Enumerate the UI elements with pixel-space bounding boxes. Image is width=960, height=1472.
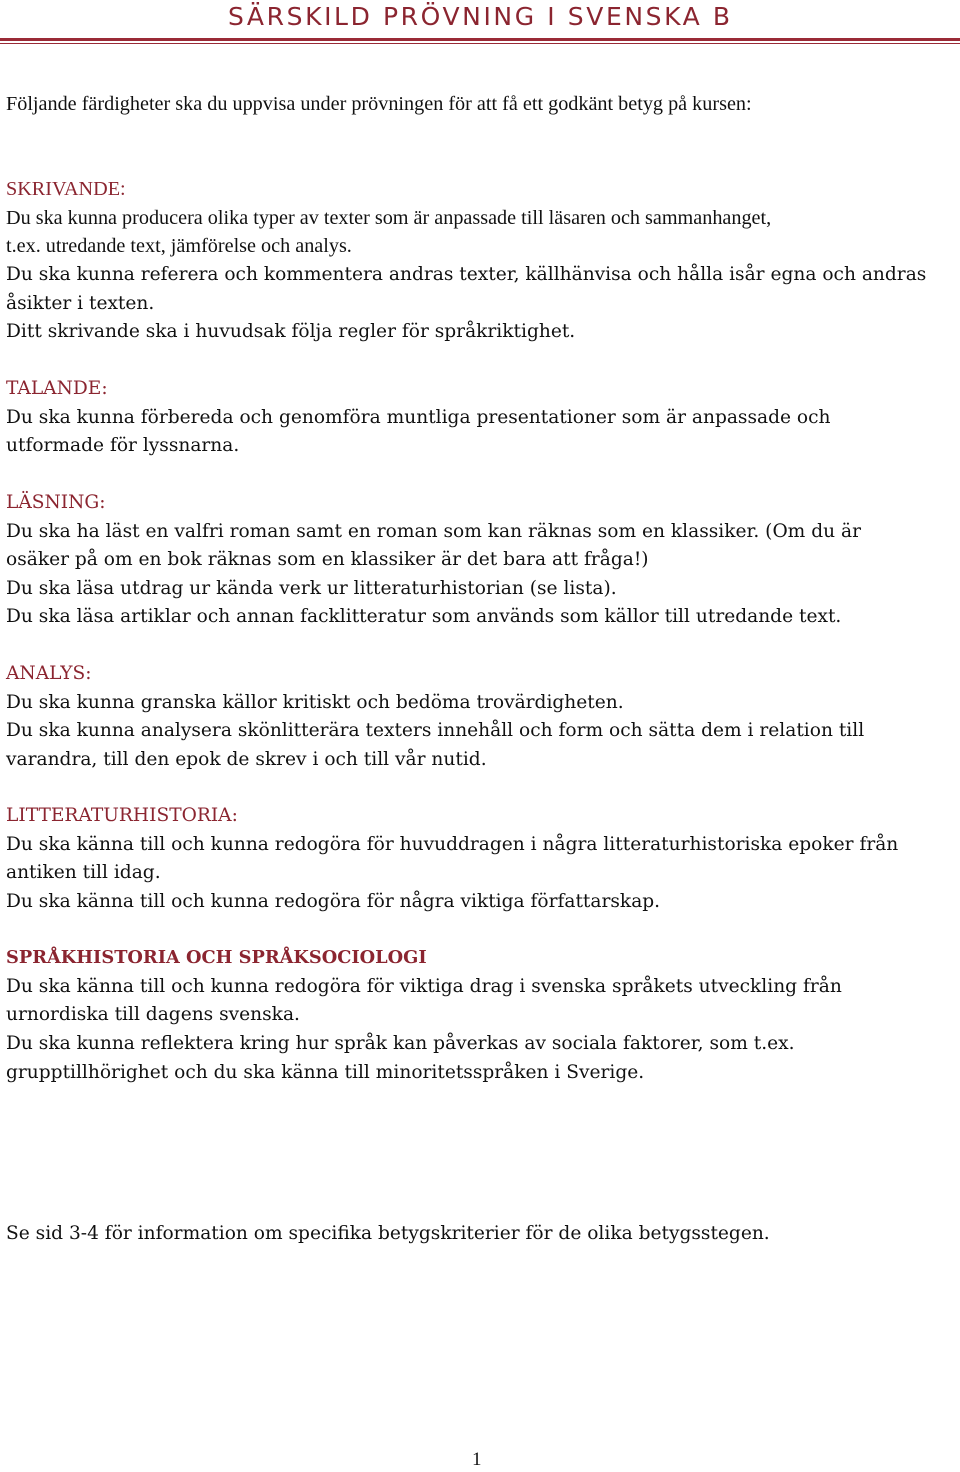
section-line: Du ska kunna producera olika typer av texter som är anpassade till läsaren och sammanhanget, xyxy=(6,207,772,229)
section-line: Du ska kunna analysera skönlitterära texters innehåll och form och sätta dem i relation till xyxy=(6,720,865,741)
header-rule-thick xyxy=(0,38,960,41)
section-heading-skrivande: SKRIVANDE: xyxy=(6,178,126,200)
section-line: t.ex. utredande text, jämförelse och analys. xyxy=(6,235,352,257)
section-line: Du ska känna till och kunna redogöra för viktiga drag i svenska språkets utveckling från xyxy=(6,976,842,997)
section-line: Du ska kunna förbereda och genomföra muntliga presentationer som är anpassade och xyxy=(6,407,831,428)
footer-note: Se sid 3-4 för information om specifika betygskriterier för de olika betygsstegen. xyxy=(6,1223,770,1244)
section-line: Du ska kunna granska källor kritiskt och bedöma trovärdigheten. xyxy=(6,692,624,713)
page-title: SÄRSKILD PRÖVNING I SVENSKA B xyxy=(228,2,733,31)
section-line: Du ska kunna reflektera kring hur språk kan påverkas av sociala faktorer, som t.ex. xyxy=(6,1033,795,1054)
section-line: utformade för lyssnarna. xyxy=(6,435,240,456)
header-rule-thin xyxy=(0,43,960,44)
section-heading-sprakhistoria: SPRÅKHISTORIA OCH SPRÅKSOCIOLOGI xyxy=(6,947,427,968)
section-line: Du ska läsa artiklar och annan facklitteratur som används som källor till utredande text. xyxy=(6,606,842,627)
section-line: osäker på om en bok räknas som en klassiker är det bara att fråga!) xyxy=(6,549,649,570)
page-number: 1 xyxy=(472,1449,482,1470)
intro-text: Följande färdigheter ska du uppvisa under prövningen för att få ett godkänt betyg på kursen: xyxy=(6,93,752,115)
section-heading-litteraturhistoria: LITTERATURHISTORIA: xyxy=(6,805,238,826)
section-line: Ditt skrivande ska i huvudsak följa regler för språkriktighet. xyxy=(6,321,576,342)
section-heading-lasning: LÄSNING: xyxy=(6,492,106,513)
section-line: Du ska ha läst en valfri roman samt en roman som kan räknas som en klassiker. (Om du är xyxy=(6,521,861,542)
section-line: varandra, till den epok de skrev i och till vår nutid. xyxy=(6,749,487,770)
section-heading-analys: ANALYS: xyxy=(6,663,92,684)
section-heading-talande: TALANDE: xyxy=(6,378,108,399)
section-line: Du ska känna till och kunna redogöra för huvuddragen i några litteraturhistoriska epoker från xyxy=(6,834,899,855)
section-line: antiken till idag. xyxy=(6,862,161,883)
section-line: Du ska läsa utdrag ur kända verk ur litteraturhistorian (se lista). xyxy=(6,578,617,599)
section-line: grupptillhörighet och du ska känna till minoritetsspråken i Sverige. xyxy=(6,1062,645,1083)
section-line: Du ska kunna referera och kommentera andras texter, källhänvisa och hålla isår egna och andras xyxy=(6,264,927,285)
section-line: urnordiska till dagens svenska. xyxy=(6,1004,300,1025)
section-line: åsikter i texten. xyxy=(6,293,155,314)
section-line: Du ska känna till och kunna redogöra för några viktiga författarskap. xyxy=(6,891,661,912)
